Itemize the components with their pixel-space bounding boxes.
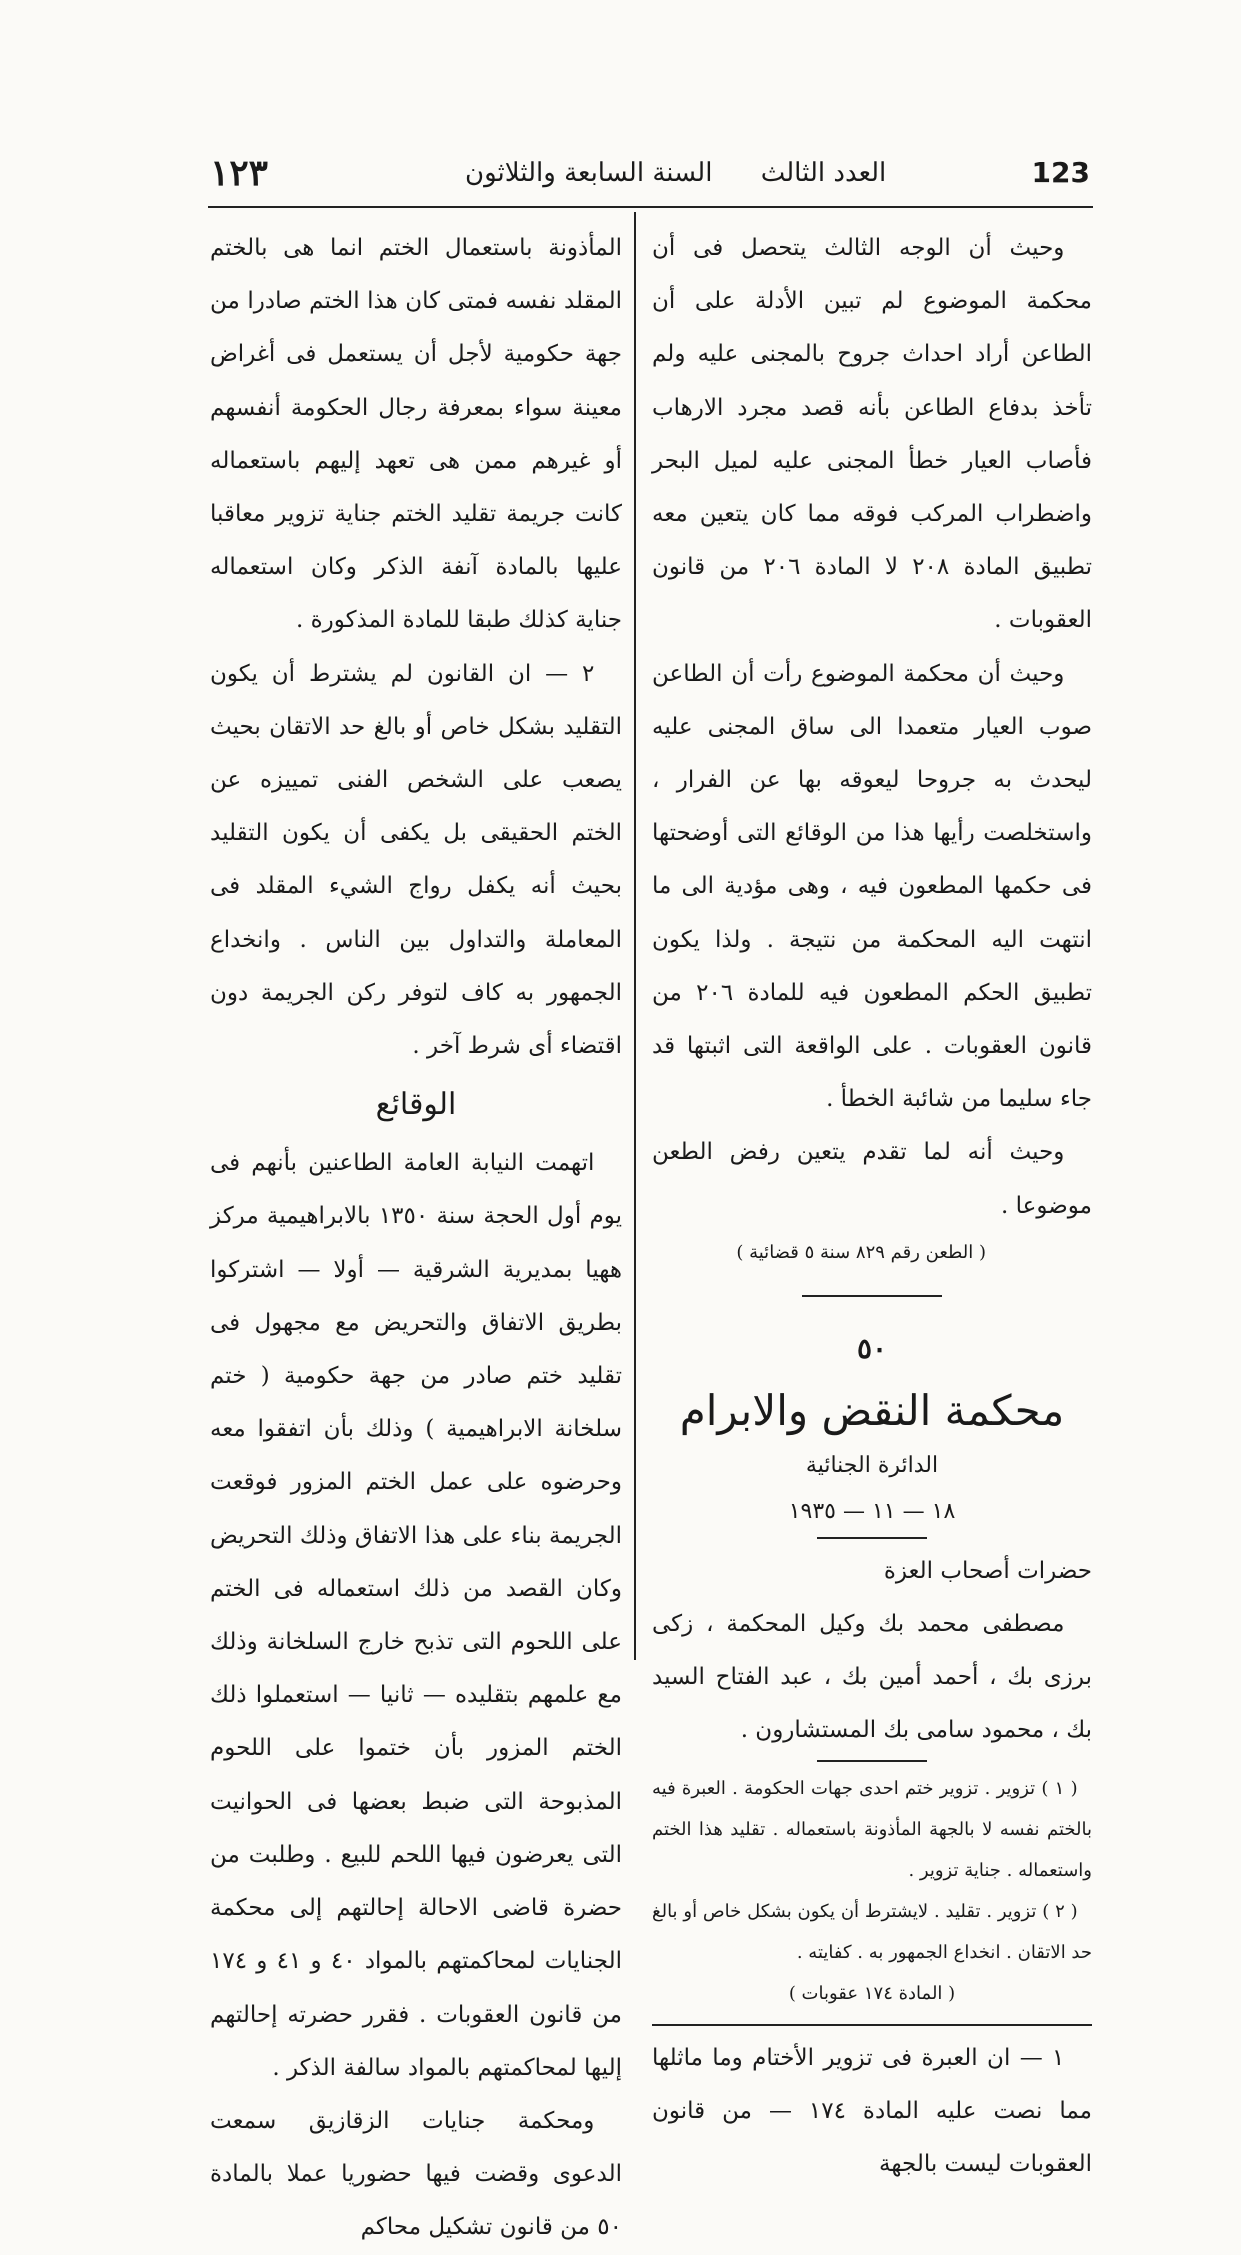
paragraph: اتهمت النيابة العامة الطاعنين بأنهم فى يوم أول الحجة سنة ١٣٥٠ بالابراهيمية مركز ههيا بمديرية الشرقية — أولا — اشتركوا بطريق الاتفاق والتحريض مع مجهول فى تقليد ختم صادر من جهة حكومية ( ختم سلخانة الابراهيمية ) وذلك بأن اتفقوا معه وحرضوه على عمل الختم المزور فوقعت الجريمة بناء على هذا الاتفاق وذلك التحريض وكان القصد من ذلك استعماله فى الختم على اللحوم التى تذبح خارج السلخانة وذلك مع علمهم بتقليده — ثانيا — استعملوا ذلك الختم المزور بأن ختموا على اللحوم المذبوحة التى ضبط بعضها فى الحوانيت التى يعرضون فيها اللحم للبيع . وطلبت من حضرة قاضى الاحالة إحالتهم إلى محكمة الجنايات لمحاكمتهم بالمواد ٤٠ و ٤١ و ١٧٤ من قانون العقوبات . فقرر حضرته إحالتهم إليها لمحاكمتهم بالمواد سالفة الذكر . bbox=[210, 1150, 622, 2081]
paragraph: ٢ — ان القانون لم يشترط أن يكون التقليد بشكل خاص أو بالغ حد الاتقان بحيث يصعب على الشخص الفنى تمييزه عن الختم الحقيقى بل يكفى أن يكون التقليد بحيث أنه يكفل رواج الشيء المقلد فى المعاملة والتداول بين الناس . وانخداع الجمهور به كاف لتوفر ركن الجريمة دون اقتضاء أى شرط آخر . bbox=[210, 660, 622, 1060]
paragraph: ١ — ان العبرة فى تزوير الأختام وما ماثلها مما نصت عليه المادة ١٧٤ — من قانون العقوبات ليست بالجهة bbox=[652, 2044, 1092, 2178]
short-rule bbox=[817, 1760, 927, 1762]
issue-label: العدد الثالث bbox=[760, 158, 887, 188]
headnote: ( ٢ ) تزوير . تقليد . لايشترط أن يكون بشكل خاص أو بالغ حد الاتقان . انخداع الجمهور به . كفايته . bbox=[652, 1900, 1092, 1963]
headnote: ( ١ ) تزوير . تزوير ختم احدى جهات الحكومة . العبرة فيه بالختم نفسه لا بالجهة المأذونة باستعماله . تقليد هذا الختم واستعماله . جناية تزوير . bbox=[652, 1777, 1092, 1881]
year-label: السنة السابعة والثلاثون bbox=[465, 158, 713, 188]
headnotes bbox=[652, 1768, 1092, 2014]
judges-list: مصطفى محمد بك وكيل المحكمة ، زكى برزى بك ، أحمد أمين بك ، عبد الفتاح السيد بك ، محمود سامى بك المستشارون . bbox=[652, 1611, 1092, 1744]
appeal-reference: ( الطعن رقم ٨٢٩ سنة ٥ قضائية ) bbox=[736, 1241, 987, 1263]
case-number: ٥٠ bbox=[856, 1331, 888, 1365]
headnote-reference: ( المادة ١٧٤ عقوبات ) bbox=[788, 1982, 956, 2004]
headnote-rule bbox=[652, 2024, 1092, 2026]
header-rule bbox=[208, 206, 1093, 208]
paragraph: ومحكمة جنايات الزقازيق سمعت الدعوى وقضت فيها حضوريا عملا بالمادة ٥٠ من قانون تشكيل محاكم bbox=[210, 2107, 622, 2241]
short-rule bbox=[817, 1537, 927, 1539]
column-divider bbox=[634, 212, 636, 1660]
facts-heading: الوقائع bbox=[375, 1087, 457, 1123]
paragraph: وحيث أنه لما تقدم يتعين رفض الطعن موضوعا . bbox=[652, 1139, 1092, 1219]
paragraph: وحيث أن الوجه الثالث يتحصل فى أن محكمة الموضوع لم تبين الأدلة على أن الطاعن أراد احداث جروح بالمجنى عليه ولم تأخذ بدفاع الطاعن بأنه قصد مجرد الارهاب فأصاب العيار خطأ المجنى عليه لميل البحر واضطراب المركب فوقه مما كان يتعين معه تطبيق المادة ٢٠٨ لا المادة ٢٠٦ من قانون العقوبات . bbox=[652, 235, 1092, 634]
page-header bbox=[210, 152, 1090, 200]
case-separator bbox=[802, 1295, 942, 1297]
left-column bbox=[210, 222, 622, 2255]
page-number-arabic: ١٢٣ bbox=[210, 152, 269, 194]
page-number: 123 bbox=[1031, 156, 1090, 189]
paragraph: المأذونة باستعمال الختم انما هى بالختم المقلد نفسه فمتى كان هذا الختم صادرا من جهة حكومية لأجل أن يستعمل فى أغراض معينة سواء بمعرفة رجال الحكومة أنفسهم أو غيرهم ممن هى تعهد إليهم باستعماله كانت جريمة تقليد الختم جناية تزوير معاقبا عليها بالمادة آنفة الذكر وكان استعماله جناية كذلك طبقا للمادة المذكورة . bbox=[210, 235, 622, 634]
circuit-label: الدائرة الجنائية bbox=[805, 1452, 939, 1478]
right-column bbox=[652, 222, 1092, 2191]
session-date: ١٨ — ١١ — ١٩٣٥ bbox=[788, 1498, 956, 1524]
running-title bbox=[465, 158, 886, 188]
paragraph: وحيث أن محكمة الموضوع رأت أن الطاعن صوب العيار متعمدا الى ساق المجنى عليه ليحدث به جروحا ليعوقه بها عن الفرار ، واستخلصت رأيها هذا من الوقائع التى أوضحتها فى حكمها المطعون فيه ، وهى مؤدية الى ما انتهت اليه المحكمة من نتيجة . ولذا يكون تطبيق الحكم المطعون فيه للمادة ٢٠٦ من قانون العقوبات . على الواقعة التى اثبتها قد جاء سليما من شائبة الخطأ . bbox=[652, 660, 1093, 1113]
present-label: حضرات أصحاب العزة bbox=[883, 1557, 1092, 1584]
court-title: محكمة النقض والابرام bbox=[679, 1385, 1065, 1435]
